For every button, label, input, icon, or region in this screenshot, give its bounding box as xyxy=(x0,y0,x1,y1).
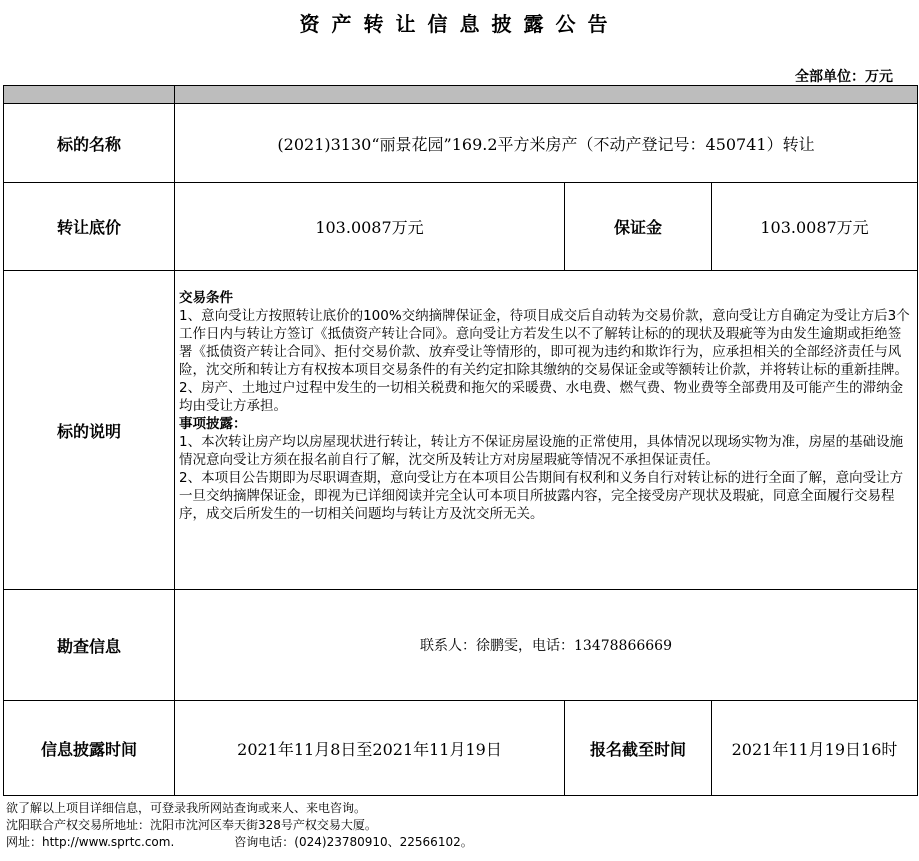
table-row xyxy=(4,104,918,183)
table-row xyxy=(4,590,918,701)
footer-address: 沈阳联合产权交易所地址：沈阳市沈河区奉天街328号产权交易大厦。 xyxy=(6,818,377,832)
deadline-label: 报名截至时间 xyxy=(565,701,712,796)
name-value: (2021)3130“丽景花园”169.2平方米房产（不动产登记号：450741）转让 xyxy=(175,104,918,183)
deposit-value: 103.0087万元 xyxy=(712,183,918,271)
survey-label: 勘查信息 xyxy=(4,590,175,701)
desc-label: 标的说明 xyxy=(4,271,175,590)
header-cell xyxy=(4,86,175,104)
survey-value: 联系人：徐鹏雯，电话：13478866669 xyxy=(175,590,918,701)
footer-contact xyxy=(6,834,473,851)
disclosure-time-value: 2021年11月8日至2021年11月19日 xyxy=(175,701,565,796)
desc-paragraph: 1、意向受让方按照转让底价的100%交纳摘牌保证金，待项目成交后自动转为交易价款，意向受让方自确定为受让方后3个工作日内与转让方签订《抵债资产转让合同》。意向受让方若发生以不了解转让标的的现状及瑕疵等为由发生逾期或拒绝签署《抵债资产转让合同》、拒付交易价款、放弃受让等情形的，即可视为违约和欺诈行为，应承担相关的全部经济责任与风险，沈交所和转让方有权按本项目交易条件的有关约定扣除其缴纳的交易保证金或等额转让价款，并将转让标的重新挂牌。 xyxy=(179,308,910,378)
price-value: 103.0087万元 xyxy=(175,183,565,271)
deadline-value: 2021年11月19日16时 xyxy=(712,701,918,796)
page-title: 资产转让信息披露公告 xyxy=(299,12,620,36)
desc-paragraph: 2、房产、土地过户过程中发生的一切相关税费和拖欠的采暖费、水电费、燃气费、物业费等全部费用及可能产生的滞纳金均由受让方承担。 xyxy=(179,380,904,414)
desc-content xyxy=(175,271,918,590)
deposit-label: 保证金 xyxy=(565,183,712,271)
footer xyxy=(6,800,473,851)
table-row xyxy=(4,701,918,796)
desc-paragraph: 1、本次转让房产均以房屋现状进行转让，转让方不保证房屋设施的正常使用，具体情况以现场实物为准，房屋的基础设施情况意向受让方须在报名前自行了解，沈交所及转让方对房屋瑕疵等情况不承担保证责任。 xyxy=(179,434,904,468)
footer-line: 欲了解以上项目详细信息，可登录我所网站查询或来人、来电咨询。 xyxy=(6,801,367,815)
footer-website[interactable]: 网址：http://www.sprtc.com. xyxy=(6,835,175,849)
price-label: 转让底价 xyxy=(4,183,175,271)
table-row xyxy=(4,183,918,271)
disclosure-time-label: 信息披露时间 xyxy=(4,701,175,796)
table-header-row xyxy=(4,86,918,104)
name-label: 标的名称 xyxy=(4,104,175,183)
disclosure-table xyxy=(3,85,918,796)
footer-phone: 咨询电话：(024)23780910、22566102。 xyxy=(234,835,473,849)
desc-paragraph: 2、本项目公告期即为尽职调查期，意向受让方在本项目公告期间有权利和义务自行对转让标的进行全面了解，意向受让方一旦交纳摘牌保证金，即视为已详细阅读并完全认可本项目所披露内容，完全接受房产现状及瑕疵，同意全面履行交易程序，成交后所发生的一切相关问题均与转让方及沈交所无关。 xyxy=(179,470,904,522)
unit-label: 全部单位：万元 xyxy=(795,69,893,85)
table-row xyxy=(4,271,918,590)
desc-heading-disclosure: 事项披露： xyxy=(179,416,247,432)
desc-heading-trade-conditions: 交易条件 xyxy=(179,290,233,306)
header-cell xyxy=(175,86,918,104)
